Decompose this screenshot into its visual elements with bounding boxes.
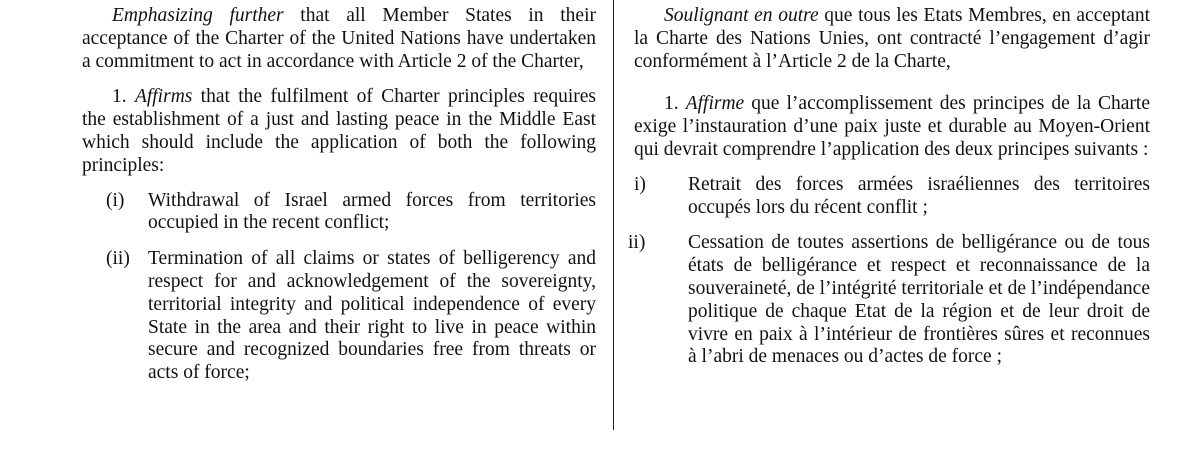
fr-para1-italic: Affirme <box>685 93 745 115</box>
en-para1-number: 1. <box>112 86 135 108</box>
en-para1-italic: Affirms <box>134 86 193 108</box>
french-column <box>628 5 1150 369</box>
en-item-i <box>82 190 596 236</box>
fr-paragraph-1 <box>634 93 1150 161</box>
en-para1-text: that the fulfilment of Charter principles requires the establishment of a just and lasting peace in the Middle East which should include the application of both the following principles: <box>82 86 596 176</box>
en-item-ii <box>82 248 596 385</box>
en-preamble-paragraph <box>82 5 596 73</box>
fr-preamble-italic: Soulignant en outre <box>664 5 819 26</box>
en-paragraph-1 <box>82 86 596 177</box>
fr-preamble-text: que tous les Etats Membres, en acceptant la Charte des Nations Unies, ont contracté l’engagement d’agir conformément à l’Article 2 de la Charte, <box>634 5 1150 72</box>
fr-item-ii-text: Cessation de toutes assertions de belligérance ou de tous états de belligérance et respect et reconnaissance de la souveraineté, de l’intégrité territoriale et de l’indépendance politique de chaque Etat de la région et de leur droit de vivre en paix à l’intérieur de frontières sûres et reconnues à l’abri de menaces ou d’actes de force ; <box>688 232 1150 368</box>
fr-item-i-label: i) <box>634 173 646 195</box>
en-preamble-italic: Emphasizing further <box>112 5 284 26</box>
column-divider <box>613 0 614 430</box>
fr-item-ii-label: ii) <box>628 232 646 254</box>
en-item-i-label: (i) <box>106 189 125 211</box>
fr-item-ii <box>628 232 1150 369</box>
en-item-i-text: Withdrawal of Israel armed forces from territories occupied in the recent conflict; <box>148 189 596 234</box>
en-preamble-text: that all Member States in their acceptance of the Charter of the United Nations have undertaken a commitment to act in accordance with Article 2 of the Charter, <box>82 5 596 72</box>
fr-preamble-paragraph <box>634 5 1150 73</box>
english-column <box>82 5 596 385</box>
en-item-ii-label: (ii) <box>106 248 130 270</box>
en-item-ii-text: Termination of all claims or states of belligerency and respect for and acknowledgement of the sovereignty, territorial integrity and political independence of every State in the area and their right to live in peace within secure and recognized boundaries free from threats or acts of force; <box>148 248 596 384</box>
fr-para1-number: 1. <box>664 93 686 115</box>
fr-item-i-text: Retrait des forces armées israéliennes des territoires occupés lors du récent conflit ; <box>688 173 1150 218</box>
fr-para1-text: que l’accomplissement des principes de la Charte exige l’instauration d’une paix juste et durable au Moyen-Orient qui devrait comprendre l’application des deux principes suivants : <box>634 93 1150 160</box>
fr-item-i <box>634 174 1150 220</box>
